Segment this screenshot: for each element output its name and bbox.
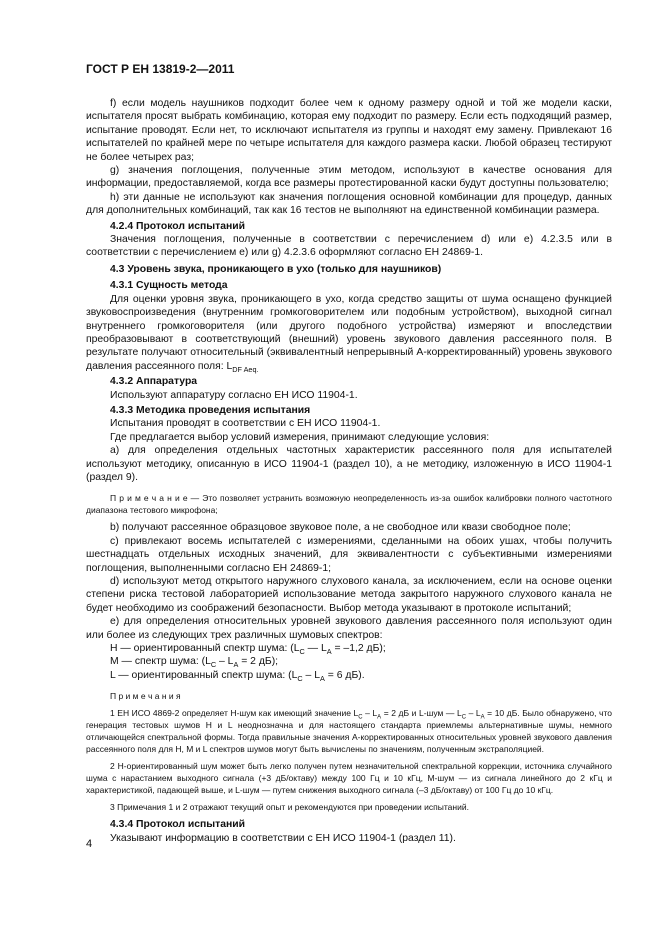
heading-4-3-1: 4.3.1 Сущность метода	[110, 280, 228, 292]
paragraph-h: h) эти данные не используют как значения поглощения основной комбинации для процедур, данных для дополнительных комбинаций, так как 16 тестов не выполняют на единственной комбинации размера.	[86, 191, 612, 217]
notes-heading: П р и м е ч а н и я	[110, 691, 181, 702]
paragraph-conditions: Где предлагается выбор условий измерения, принимают следующие условия:	[110, 431, 490, 443]
heading-4-2-4: 4.2.4 Протокол испытаний	[110, 220, 246, 232]
note-3: 3 Примечания 1 и 2 отражают текущий опыт и рекомендуются при проведении испытаний.	[110, 802, 469, 813]
paragraph-b: b) получают рассеянное образцовое звуковое поле, а не свободное или квази свободное поле;	[110, 522, 571, 534]
heading-4-3-2: 4.3.2 Аппаратура	[110, 376, 198, 388]
note-1: 1 ЕН ИСО 4869-2 определяет Н-шум как имеющий значение $L_C - L_A = 2$ дБ и L-шум — $L_C - L_A = 10$ дБ. Было обнаружено, что генерация тестовых шумов Н и L неоднозначна и для настоящего стандарта приемлемы альтернативные шумы, немного отличающейся спектральной формы. Тогда правильные значения А-корректированных относительных уровней звукового давления рассеянного поля для Н, М и L спектров шумов могут быть вычислены по значениям, полученным экстраполяцией.	[86, 708, 612, 755]
spectrum-l: L — ориентированный спектр шума: ($L_C - L_A = 6$ дБ).	[110, 669, 365, 683]
paragraph-absorption: Значения поглощения, полученные в соответствии с перечислением d) или e) 4.2.3.5 или в соответствии с перечислением e) или g) 4.2.3.6 оформляют согласно ЕН 24869-1.	[86, 234, 612, 259]
note-2: 2 Н-ориентированный шум может быть легко получен путем незначительной спектральной коррекции, источника случайного шума с нарастанием выходного сигнала (+3 дБ/октаву) между 100 Гц и 10 кГц, М-шум — из сигнала линейного до 2 кГц и характеристикой, падающей выше, и L-шум — путем снижения выходного сигнала (–3 дБ/октаву) от 100 Гц до 10 кГц.	[86, 761, 612, 796]
spectrum-m: M — спектр шума: ($L_C - L_A = 2$ дБ);	[110, 656, 279, 670]
paragraph-d: d) используют метод открытого наружного слухового канала, за исключением, если на основе оценки степени риска тестовой лабораторией использование метода закрытого наружного слухового канала не будет необходимо из соображений безопасности. Выбор метода указывают в протоколе испытаний;	[86, 576, 612, 614]
page-header-title: ГОСТ Р ЕН 13819-2—2011	[86, 62, 235, 76]
paragraph-f: f) если модель наушников подходит более чем к одному размеру одной и той же модели каски, испытателя просят выбрать комбинацию, которая ему подходит по размеру. Если есть подходящий размер, испытание проводят. Если нет, то исключают испытателя из группы и находят ему замену. Привлекают 16 испытателей по крайней мере по четыре испытателя для каждого размера каски. Любой образец тестируют не более четырех раз;	[86, 98, 612, 163]
spectrum-h: H — ориентированный спектр шума: ($L_C$ — $L_A = -1,2$ дБ);	[110, 643, 386, 657]
heading-4-3-4: 4.3.4 Протокол испытаний	[110, 819, 246, 831]
paragraph-e: e) для определения относительных уровней звукового давления рассеянного поля используют один или более из следующих трех различных шумовых спектров:	[86, 616, 612, 641]
heading-4-3: 4.3 Уровень звука, проникающего в ухо (только для наушников)	[110, 263, 442, 275]
paragraph-a: a) для определения отдельных частотных характеристик рассеянного поля для испытателей используют методику, описанную в ИСО 11904-1 (раздел 10), а не методику, изложенную в ИСО 11904-1 (раздел 9).	[86, 445, 612, 483]
paragraph-g: g) значения поглощения, полученные этим методом, используют в качестве основания для информации, предоставляемой, когда все размеры протестированной каски будут доступны пользователю;	[86, 165, 612, 190]
paragraph-method: Для оценки уровня звука, проникающего в ухо, когда средство защиты от шума оснащено функцией звуковоспроизведения (внутренним громкоговорителем или подобным устройством), выходной сигнал внутреннего громкоговорителя (или другого подобного устройства) измеряют и впоследствии преобразовывают в соответствующий (внешний) уровень звукового давления рассеянного поля. В результате получают относительный (эквивалентный непрерывный А-корректированный) уровень звукового давления рассеянного поля: $L_{DF Aeq.}$	[86, 293, 612, 374]
paragraph-tests: Испытания проводят в соответствии с ЕН ИСО 11904-1.	[110, 418, 381, 430]
document-body	[86, 97, 612, 845]
paragraph-equipment: Используют аппаратуру согласно ЕН ИСО 11904-1.	[110, 389, 358, 401]
paragraph-report: Указывают информацию в соответствии с ЕН ИСО 11904-1 (раздел 11).	[110, 832, 456, 844]
heading-4-3-3: 4.3.3 Методика проведения испытания	[110, 404, 311, 416]
note-a: П р и м е ч а н и е — Это позволяет устранить возможную неопределенность из-за ошибок калибровки полного частотного диапазона тестового микрофона;	[86, 493, 612, 516]
paragraph-c: c) привлекают восемь испытателей с измерениями, сделанными на обоих ушах, чтобы получить шестнадцать отдельных исходных значений, для эквивалентности с субъективными измерениями поглощения, выполненными согласно ЕН 24869-1;	[86, 535, 612, 574]
page-number: 4	[86, 838, 93, 850]
